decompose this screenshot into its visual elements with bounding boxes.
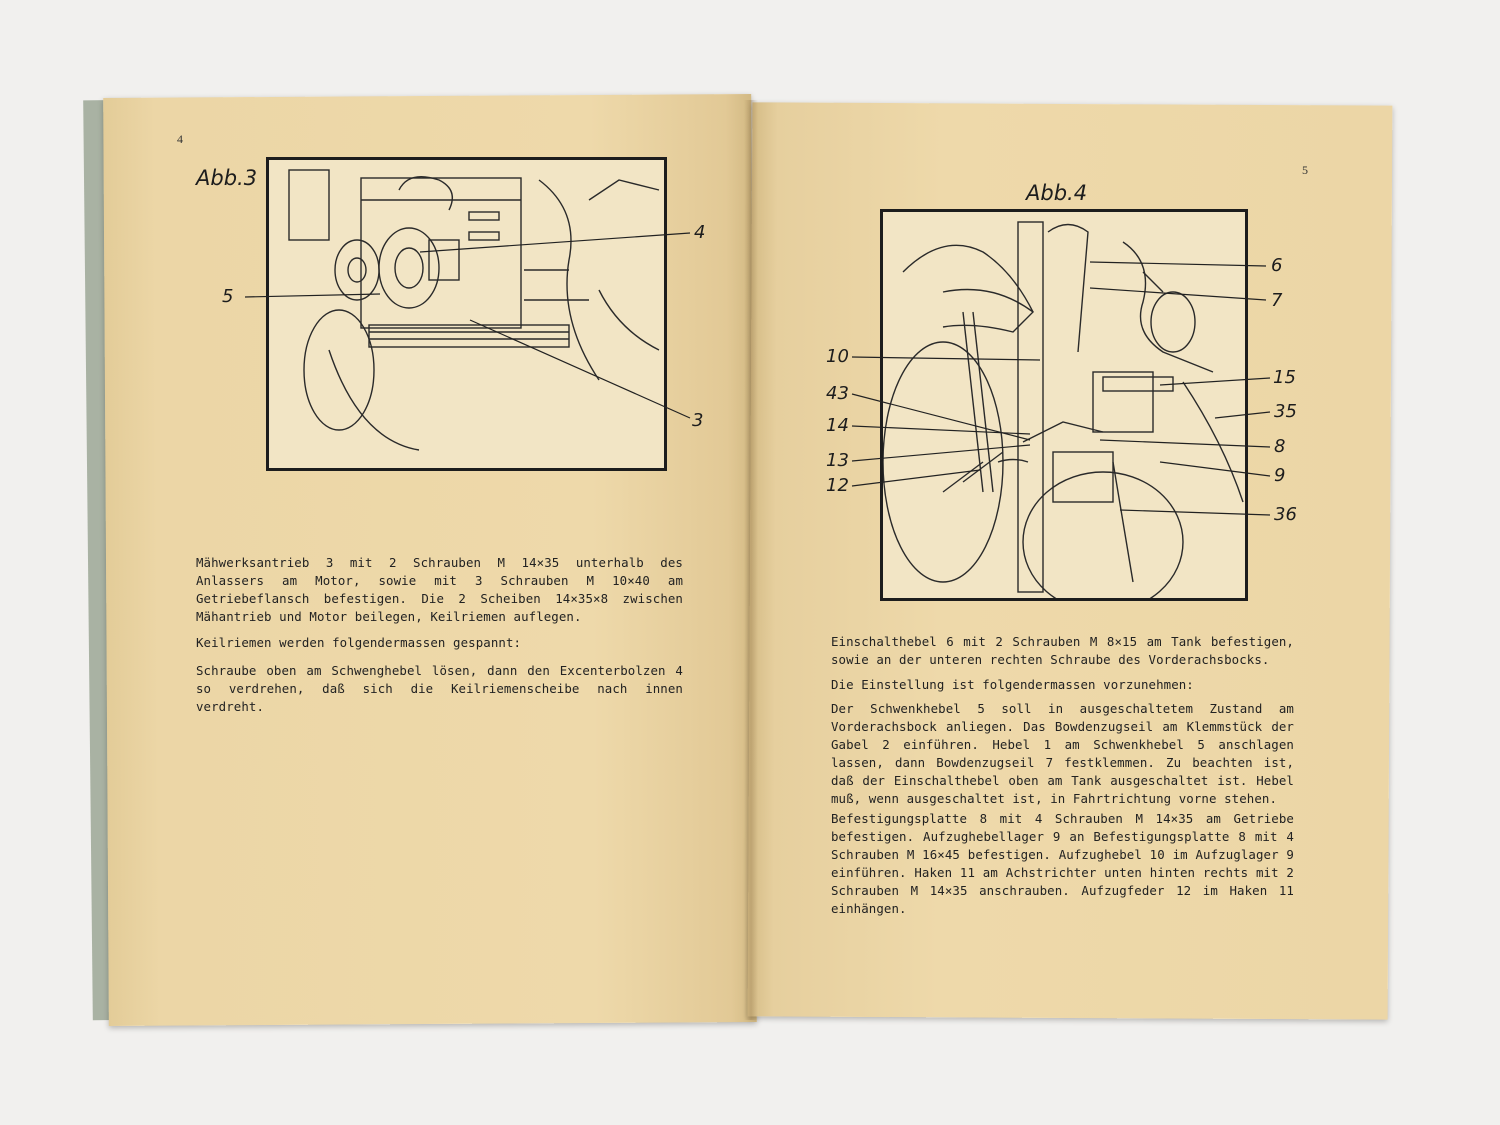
figure-4-callout: 7	[1271, 290, 1283, 311]
right-paragraph: Der Schwenkhebel 5 soll in ausgeschaltetem Zustand am Vorderachsbock anliegen. Das Bowdenzugseil am Klemmstück der Gabel 2 einführen. Hebel 1 am Schwenkhebel 5 anschlagen lassen, dann Bowdenzugseil 7 festklemmen. Zu beachten ist, daß der Einschalthebel oben am Tank ausgeschaltet ist. Hebel muß, wenn ausgeschaltet ist, in Fahrtrichtung vorne stehen.	[831, 701, 1294, 806]
figure-4-callout: 8	[1274, 436, 1286, 457]
left-paragraph: Schraube oben am Schwenghebel lösen, dann den Excenterbolzen 4 so verdrehen, daß sich die Keilriemenscheibe nach innen verdreht.	[196, 663, 683, 714]
right-paragraph: Befestigungsplatte 8 mit 4 Schrauben M 14×35 am Getriebe befestigen. Aufzughebellager 9 an Befestigungsplatte 8 mit 4 Schrauben M 16×45 befestigen. Aufzughebel 10 im Aufzuglager 9 einführen. Haken 11 am Achstrichter unten hinten rechts mit 2 Schrauben M 14×35 anschrauben. Aufzugfeder 12 im Haken 11 einhängen.	[831, 811, 1294, 916]
figure-4-callout: 35	[1274, 401, 1297, 422]
left-page-number: 4	[177, 132, 183, 146]
left-paragraph: Keilriemen werden folgendermassen gespannt:	[196, 635, 522, 650]
figure-4-callout: 9	[1274, 465, 1286, 486]
figure-4-callout: 12	[826, 475, 849, 496]
figure-4-callout: 10	[826, 346, 849, 367]
figure-3-callout: 3	[692, 410, 704, 431]
figure-4-callout: 14	[826, 415, 849, 436]
right-paragraph: Einschalthebel 6 mit 2 Schrauben M 8×15 am Tank befestigen, sowie an der unteren rechten Schraube des Vorderachsbocks.	[831, 634, 1294, 667]
figure-4-callout: 43	[826, 383, 849, 404]
figure-4-callout: 6	[1271, 255, 1283, 276]
right-page-number: 5	[1302, 163, 1308, 177]
figure-4-callout: 36	[1274, 504, 1297, 525]
figure-3-callout: 4	[694, 222, 706, 243]
right-paragraph: Die Einstellung ist folgendermassen vorzunehmen:	[831, 677, 1194, 692]
figure-3-label: Abb.3	[196, 166, 258, 190]
figure-3-callout: 5	[222, 286, 234, 307]
figure-4-callout: 13	[826, 450, 849, 471]
left-paragraph: Mähwerksantrieb 3 mit 2 Schrauben M 14×35 unterhalb des Anlassers am Motor, sowie mit 3 Schrauben M 10×40 am Getriebeflansch befestigen. Die 2 Scheiben 14×35×8 zwischen Mähantrieb und Motor beilegen, Keilriemen auflegen.	[196, 555, 683, 624]
figure-4-callout: 15	[1273, 367, 1296, 388]
figure-4-label: Abb.4	[1026, 181, 1088, 205]
